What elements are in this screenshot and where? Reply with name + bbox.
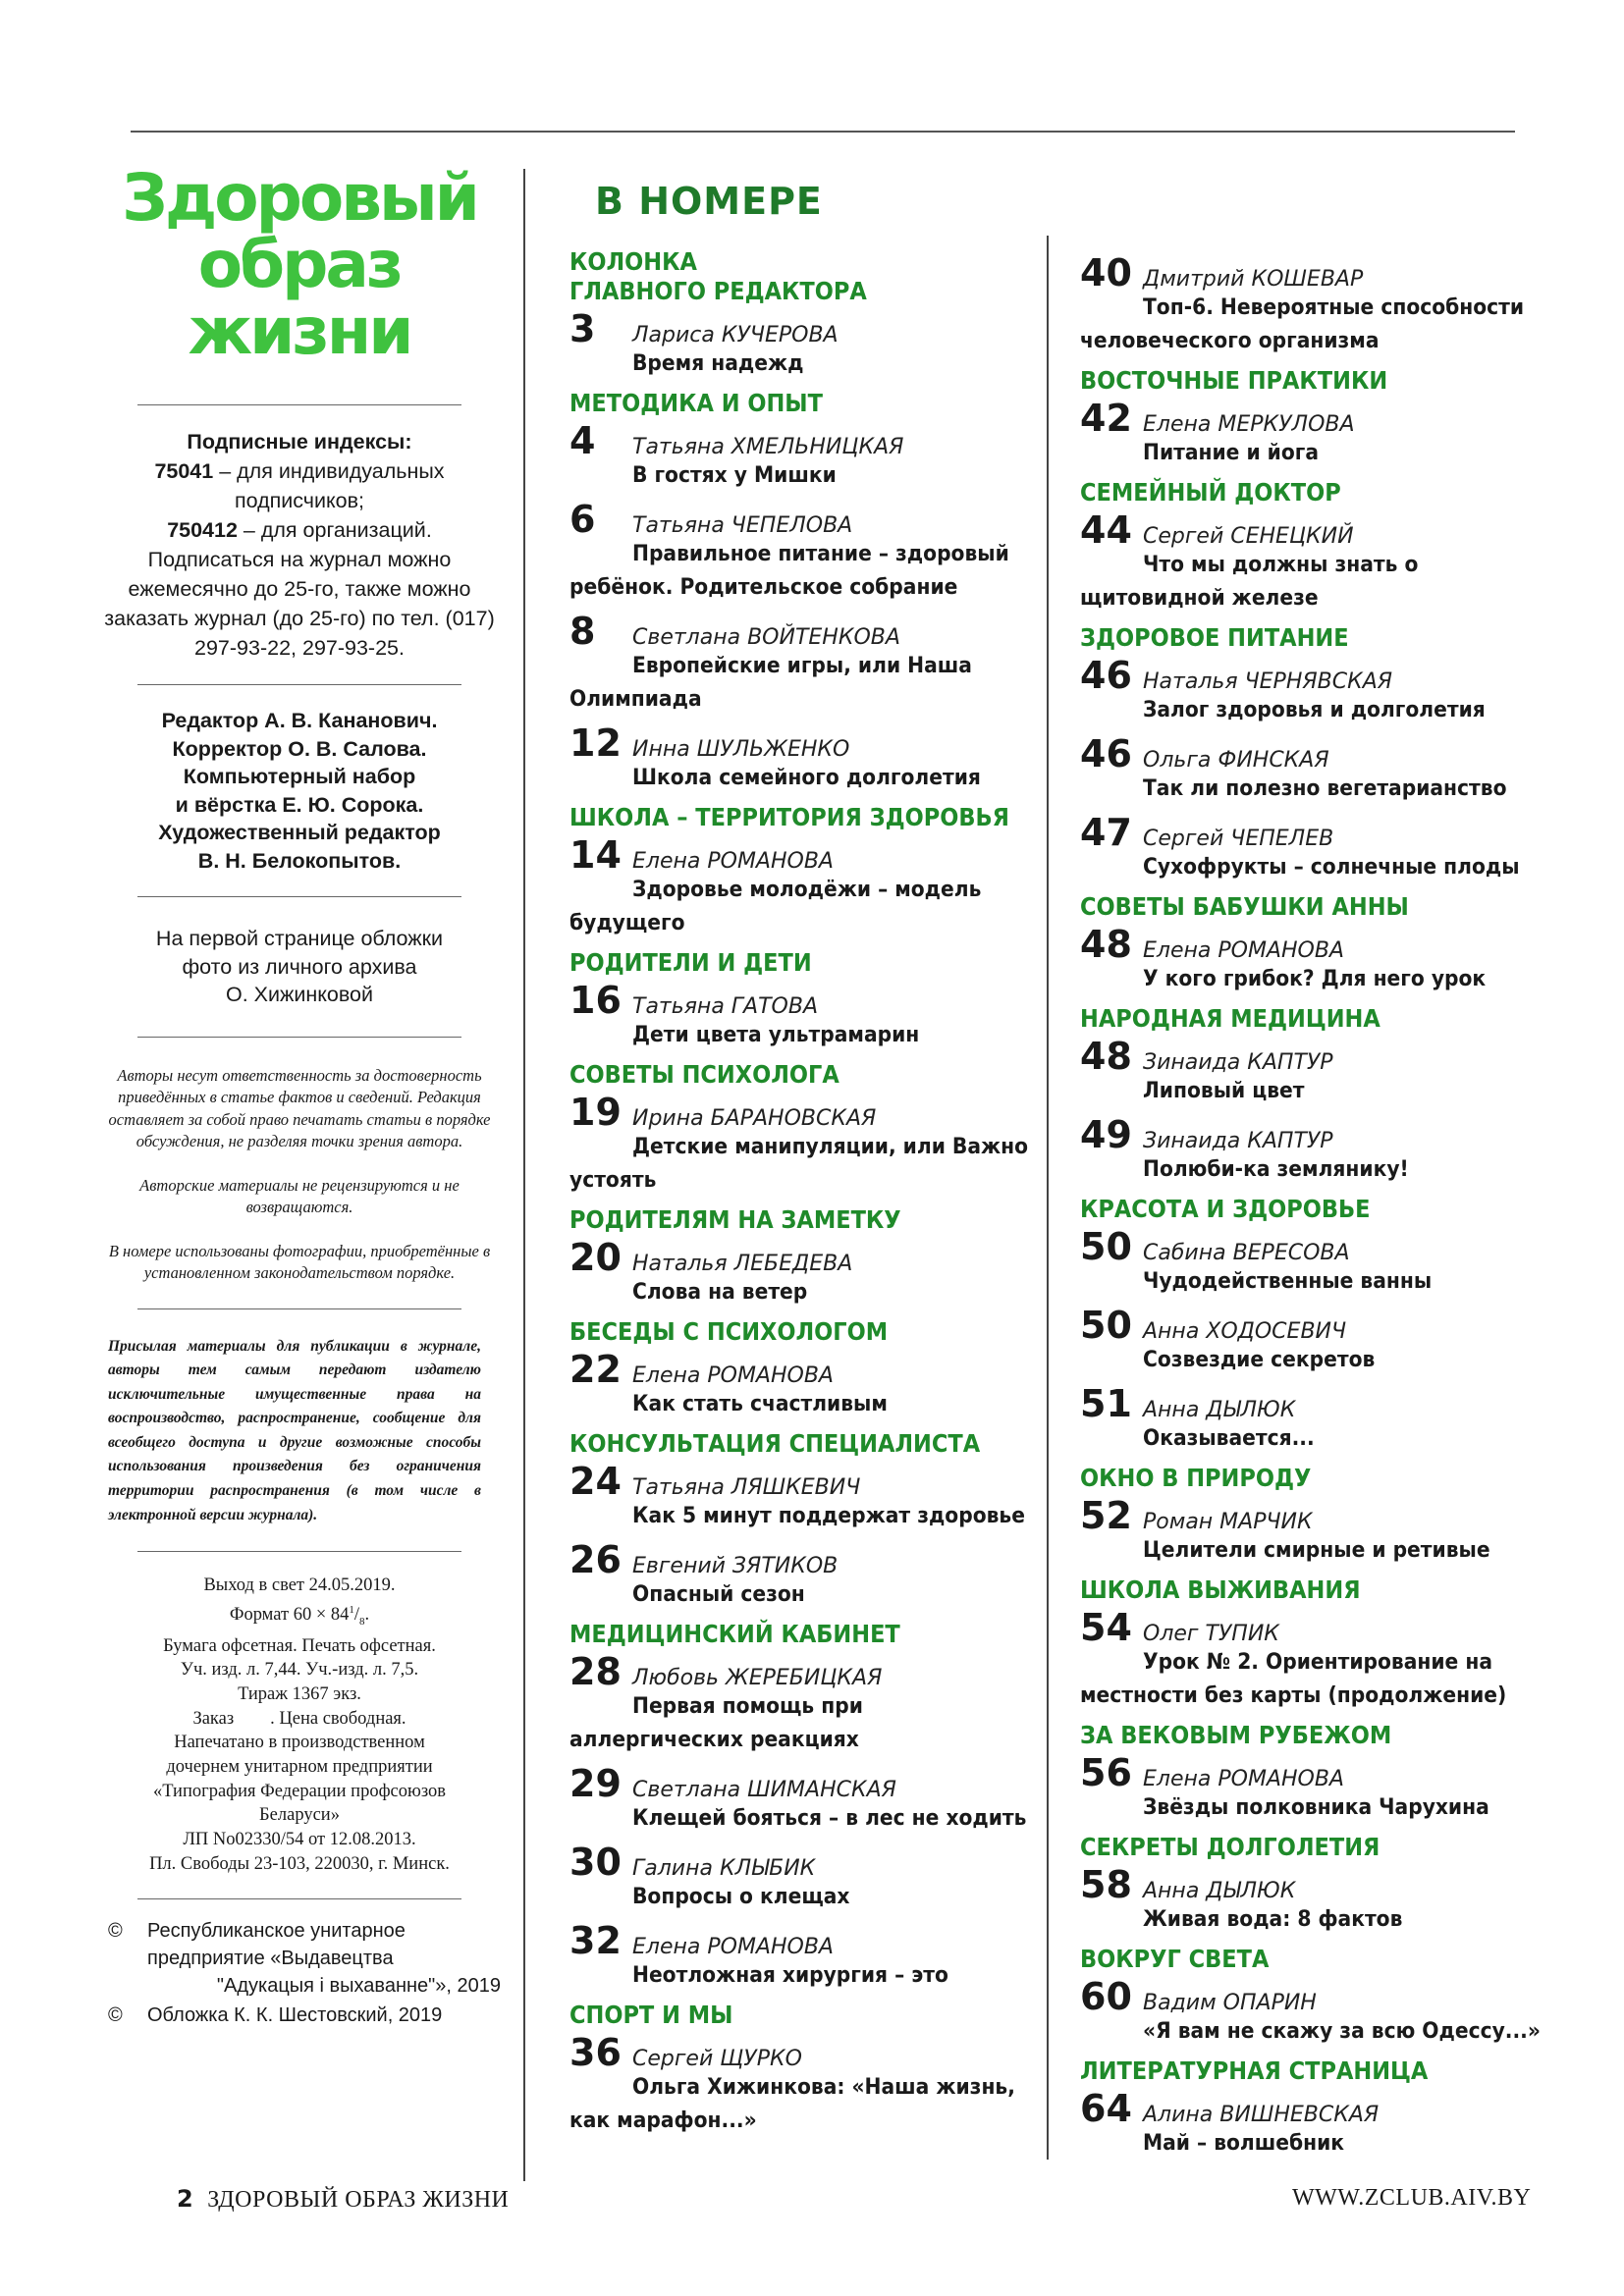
toc-page-number: 50 — [1080, 1225, 1132, 1268]
toc-page-number: 8 — [569, 610, 596, 653]
toc-article-title: Оказывается... — [1143, 1425, 1315, 1451]
toc-section-heading: СОВЕТЫ ПСИХОЛОГА — [569, 1060, 839, 1089]
toc-page-number: 36 — [569, 2031, 622, 2074]
toc-author: Светлана ВОЙТЕНКОВА — [632, 625, 900, 650]
page-number: 2 — [177, 2185, 194, 2213]
toc-entry[interactable] — [569, 981, 1031, 1051]
toc-section-heading: ОКНО В ПРИРОДУ — [1080, 1464, 1312, 1492]
sidebar-rule — [137, 1037, 461, 1038]
toc-section-heading: СЕКРЕТЫ ДОЛГОЛЕТИЯ — [1080, 1833, 1380, 1861]
toc-entry[interactable] — [1080, 656, 1542, 726]
toc-author: Светлана ШИМАНСКАЯ — [632, 1778, 896, 1802]
imprint-printer: дочернем унитарном предприятии — [166, 1757, 433, 1778]
toc-article-title: Полюби-ка землянику! — [1143, 1156, 1409, 1182]
toc-page-number: 32 — [569, 1919, 622, 1962]
toc-page-number: 48 — [1080, 923, 1132, 966]
editorial-staff — [98, 707, 501, 875]
cover-note-line: фото из личного архива — [182, 954, 417, 979]
toc-entry[interactable] — [1080, 813, 1542, 883]
index-individual: 75041 — [154, 459, 214, 483]
rights-notice: Присылая материалы для публикации в журнале, авторы тем самым передают издателю исключительные имущественные права на воспроизводство, распространение, сообщение для всеобщего доступа и другие возможные способы использования произведения без ограничения территории распространения (в том числе в электронной версии журнала). — [108, 1337, 481, 1523]
toc-author: Наталья ЧЕРНЯВСКАЯ — [1143, 669, 1393, 694]
toc-page-number: 29 — [569, 1762, 622, 1805]
toc-page-number: 26 — [569, 1538, 622, 1581]
toc-entry[interactable] — [569, 1921, 1031, 1992]
toc-author: Татьяна ГАТОВА — [632, 994, 818, 1019]
toc-section-heading: ВОСТОЧНЫЕ ПРАКТИКИ — [1080, 366, 1388, 395]
toc-page-number: 51 — [1080, 1382, 1132, 1425]
toc-article-title: Питание и йога — [1143, 440, 1320, 465]
toc-article-title: Европейские игры, или Наша Олимпиада — [569, 653, 972, 712]
toc-page-number: 30 — [569, 1841, 622, 1884]
toc-page-number: 14 — [569, 833, 622, 877]
sidebar-rule — [137, 896, 461, 897]
masthead-line-1: Здоровый — [122, 160, 477, 236]
toc-author: Любовь ЖЕРЕБИЦКАЯ — [632, 1666, 883, 1690]
disclaimers — [98, 1065, 501, 1285]
toc-article-title: Клещей бояться – в лес не ходить — [632, 1805, 1027, 1831]
toc-author: Анна ДЫЛЮК — [1143, 1398, 1296, 1422]
toc-author: Роман МАРЧИК — [1143, 1510, 1313, 1534]
toc-author: Татьяна ХМЕЛЬНИЦКАЯ — [632, 435, 904, 459]
staff-line: и вёрстка Е. Ю. Сорока. — [175, 792, 424, 817]
toc-entry[interactable] — [1080, 399, 1542, 469]
toc-section-heading: КОНСУЛЬТАЦИЯ СПЕЦИАЛИСТА — [569, 1429, 981, 1458]
imprint-release: Выход в свет 24.05.2019. — [203, 1575, 396, 1596]
toc-article-title: Как стать счастливым — [632, 1391, 888, 1416]
toc-entry[interactable] — [1080, 2089, 1542, 2160]
toc-page-number: 44 — [1080, 508, 1132, 552]
staff-line: Компьютерный набор — [183, 765, 416, 788]
toc-entry[interactable] — [569, 1093, 1031, 1197]
toc-article-title: У кого грибок? Для него урок — [1143, 966, 1487, 991]
toc-page-number: 19 — [569, 1091, 622, 1134]
sidebar-rule — [137, 404, 461, 405]
toc-entry[interactable] — [569, 500, 1031, 604]
toc-column-right — [1080, 253, 1542, 2167]
masthead-logo — [98, 160, 501, 369]
toc-article-title: Залог здоровья и долголетия — [1143, 697, 1486, 722]
footer-website[interactable]: WWW.ZCLUB.AIV.BY — [1292, 2185, 1532, 2211]
toc-page-number: 42 — [1080, 397, 1132, 440]
sidebar-rule — [137, 684, 461, 685]
subscription-heading: Подписные индексы: — [187, 430, 412, 454]
toc-page-number: 24 — [569, 1460, 622, 1503]
toc-author: Евгений ЗЯТИКОВ — [632, 1554, 839, 1578]
toc-page-number: 20 — [569, 1236, 622, 1279]
toc-entry[interactable] — [1080, 510, 1542, 614]
toc-section-heading: ЗА ВЕКОВЫМ РУБЕЖОМ — [1080, 1721, 1392, 1749]
toc-page-number: 28 — [569, 1650, 622, 1693]
toc-article-title: Неотложная хирургия – это — [632, 1962, 948, 1988]
toc-article-title: Целители смирные и ретивые — [1143, 1537, 1490, 1563]
toc-section-heading: ЛИТЕРАТУРНАЯ СТРАНИЦА — [1080, 2056, 1429, 2085]
toc-author: Анна ДЫЛЮК — [1143, 1879, 1296, 1903]
copyright-cover: © Обложка К. К. Шестовский, 2019 — [98, 2002, 501, 2029]
toc-article-title: Май – волшебник — [1143, 2130, 1345, 2156]
toc-page-number: 46 — [1080, 732, 1132, 775]
toc-entry[interactable] — [569, 1462, 1031, 1532]
toc-entry[interactable] — [1080, 1753, 1542, 1824]
toc-entry[interactable] — [569, 612, 1031, 716]
toc-entry[interactable] — [1080, 1608, 1542, 1712]
toc-author: Наталья ЛЕБЕДЕВА — [632, 1252, 853, 1276]
toc-article-title: Звёзды полковника Чарухина — [1143, 1794, 1489, 1820]
toc-section-heading: ВОКРУГ СВЕТА — [1080, 1945, 1270, 1973]
toc-section-heading: ШКОЛА ВЫЖИВАНИЯ — [1080, 1575, 1361, 1604]
toc-section-heading: ШКОЛА – ТЕРРИТОРИЯ ЗДОРОВЬЯ — [569, 803, 1009, 831]
copyright-symbol: © — [108, 2003, 123, 2026]
toc-entry[interactable] — [569, 421, 1031, 492]
toc-page-number: 22 — [569, 1348, 622, 1391]
toc-section-heading: ГЛАВНОГО РЕДАКТОРА — [569, 277, 867, 305]
index-individual-text: – для индивидуальных подписчиков; — [213, 459, 445, 512]
toc-author: Анна ХОДОСЕВИЧ — [1143, 1319, 1347, 1344]
toc-author: Сабина ВЕРЕСОВА — [1143, 1241, 1350, 1265]
disclaimer: Авторские материалы не рецензируются и не возвращаются. — [139, 1175, 460, 1216]
toc-page-number: 49 — [1080, 1113, 1132, 1156]
disclaimer: Авторы несут ответственность за достоверность приведённых в статье фактов и сведений. Редакция оставляет за собой право печатать статьи в порядке обсуждения, не разделяя точки зрения автора. — [108, 1065, 491, 1150]
toc-entry[interactable] — [1080, 1977, 1542, 2048]
toc-article-title: Так ли полезно вегетарианство — [1143, 775, 1507, 801]
toc-section-heading: РОДИТЕЛИ И ДЕТИ — [569, 948, 812, 977]
imprint-address: Пл. Свободы 23-103, 220030, г. Минск. — [149, 1853, 450, 1874]
toc-author: Елена РОМАНОВА — [1143, 938, 1344, 963]
toc-article-title: Время надежд — [632, 350, 804, 376]
toc-entry[interactable] — [569, 1350, 1031, 1420]
toc-article-title: «Я вам не скажу за всю Одессу...» — [1143, 2018, 1541, 2044]
imprint-printer: Напечатано в производственном — [174, 1733, 425, 1753]
toc-entry[interactable] — [1080, 1384, 1542, 1455]
toc-author: Сергей СЕНЕЦКИЙ — [1143, 524, 1354, 549]
toc-article-title: Топ-6. Невероятные способности человеческого организма — [1080, 294, 1525, 353]
toc-page-number: 12 — [569, 721, 622, 765]
sidebar-divider — [523, 169, 525, 2181]
toc-article-title: Опасный сезон — [632, 1581, 805, 1607]
toc-section-heading: СОВЕТЫ БАБУШКИ АННЫ — [1080, 892, 1409, 921]
toc-page-number: 52 — [1080, 1494, 1132, 1537]
toc-author: Елена РОМАНОВА — [632, 1935, 834, 1959]
toc-entry[interactable] — [569, 309, 1031, 380]
subscription-info — [98, 427, 501, 663]
toc-article-title: Как 5 минут поддержат здоровье — [632, 1503, 1025, 1528]
toc-article-title: В гостях у Мишки — [632, 462, 837, 488]
toc-author: Елена РОМАНОВА — [632, 849, 834, 874]
cover-note-line: О. Хижинковой — [225, 983, 374, 1006]
copyright-symbol: © — [108, 1919, 123, 1942]
toc-author: Елена РОМАНОВА — [632, 1363, 834, 1388]
toc-page-number: 40 — [1080, 251, 1132, 294]
toc-author: Дмитрий КОШЕВАР — [1143, 267, 1364, 292]
toc-article-title: Вопросы о клещах — [632, 1884, 850, 1909]
imprint-order: Заказ . Цена свободная. — [192, 1708, 406, 1729]
toc-article-title: Что мы должны знать о щитовидной железе — [1080, 552, 1419, 611]
imprint-printer: Беларуси» — [259, 1805, 340, 1826]
toc-entry[interactable] — [1080, 1037, 1542, 1107]
toc-section-heading: СЕМЕЙНЫЙ ДОКТОР — [1080, 478, 1341, 507]
sidebar-rule — [137, 1898, 461, 1899]
toc-entry[interactable] — [569, 1764, 1031, 1835]
cover-note-line: На первой странице обложки — [155, 927, 444, 950]
toc-author: Зинаида КАПТУР — [1143, 1050, 1333, 1075]
toc-author: Алина ВИШНЕВСКАЯ — [1143, 2103, 1380, 2127]
toc-section-heading: СПОРТ И МЫ — [569, 2001, 733, 2029]
top-rule — [131, 131, 1515, 133]
toc-article-title: Дети цвета ультрамарин — [632, 1022, 920, 1047]
sidebar-rule — [137, 1308, 461, 1309]
toc-mid-list — [569, 246, 1031, 2137]
toc-entry[interactable] — [1080, 1115, 1542, 1186]
imprint-license: ЛП No02330/54 от 12.08.2013. — [183, 1830, 416, 1850]
toc-article-title: Чудодейственные ванны — [1143, 1268, 1433, 1294]
imprint-paper: Бумага офсетная. Печать офсетная. — [163, 1635, 436, 1656]
index-org: 750412 — [167, 518, 238, 542]
toc-author: Лариса КУЧЕРОВА — [632, 323, 839, 347]
imprint — [98, 1574, 501, 1876]
toc-author: Зинаида КАПТУР — [1143, 1129, 1333, 1153]
toc-author: Сергей ЩУРКО — [632, 2047, 802, 2071]
toc-column-middle — [569, 180, 1031, 2145]
toc-article-title: Урок № 2. Ориентирование на местности без карты (продолжение) — [1080, 1649, 1507, 1708]
toc-section-heading: КРАСОТА И ЗДОРОВЬЕ — [1080, 1195, 1371, 1223]
toc-article-title: Созвездие секретов — [1143, 1347, 1376, 1372]
toc-entry[interactable] — [569, 1540, 1031, 1611]
toc-author: Инна ШУЛЬЖЕНКО — [632, 737, 850, 762]
toc-section-heading: РОДИТЕЛЯМ НА ЗАМЕТКУ — [569, 1205, 901, 1234]
toc-page-number: 16 — [569, 979, 622, 1022]
toc-page-number: 46 — [1080, 654, 1132, 697]
toc-page-number: 4 — [569, 419, 596, 462]
toc-author: Ирина БАРАНОВСКАЯ — [632, 1106, 877, 1131]
toc-article-title: Здоровье молодёжи – модель будущего — [569, 877, 982, 935]
toc-article-title: Правильное питание – здоровый ребёнок. Родительское собрание — [569, 541, 1009, 600]
toc-author: Татьяна ЛЯШКЕВИЧ — [632, 1475, 861, 1500]
footer-magazine: ЗДОРОВЫЙ ОБРАЗ ЖИЗНИ — [207, 2187, 510, 2213]
staff-line: Корректор О. В. Салова. — [172, 736, 427, 761]
footer-right — [1292, 2185, 1531, 2212]
toc-entry[interactable] — [1080, 1865, 1542, 1936]
column-divider — [1047, 236, 1049, 2160]
toc-article-title: Живая вода: 8 фактов — [1143, 1906, 1403, 1932]
toc-entry[interactable] — [569, 723, 1031, 794]
toc-article-title: Первая помощь при аллергических реакциях — [569, 1693, 863, 1752]
cover-note — [98, 925, 501, 1009]
toc-author: Вадим ОПАРИН — [1143, 1991, 1317, 2015]
toc-right-list — [1080, 253, 1542, 2160]
toc-author: Елена РОМАНОВА — [1143, 1767, 1344, 1791]
toc-entry[interactable] — [1080, 1227, 1542, 1298]
toc-author: Елена МЕРКУЛОВА — [1143, 412, 1355, 437]
toc-entry[interactable] — [1080, 253, 1542, 357]
toc-section-heading: МЕДИЦИНСКИЙ КАБИНЕТ — [569, 1620, 900, 1648]
toc-author: Ольга ФИНСКАЯ — [1143, 748, 1329, 773]
toc-article-title: Ольга Хижинкова: «Наша жизнь, как марафон...» — [569, 2074, 1015, 2133]
toc-page-number: 56 — [1080, 1751, 1132, 1794]
toc-page-number: 54 — [1080, 1606, 1132, 1649]
disclaimer: В номере использованы фотографии, приобретённые в установленном законодательством порядке. — [108, 1241, 491, 1282]
copyright-publisher: © Республиканское унитарное предприятие «Выдавецтва "Адукацыя і выхаванне"», 2019 — [98, 1917, 501, 2000]
toc-entry[interactable] — [1080, 1496, 1542, 1567]
toc-section-heading: НАРОДНАЯ МЕДИЦИНА — [1080, 1004, 1380, 1033]
imprint-printer: «Типография Федерации профсоюзов — [152, 1781, 447, 1801]
imprint-format: Формат $60 \times 84^1/_8$. — [229, 1603, 370, 1628]
toc-author: Галина КЛЫБИК — [632, 1856, 816, 1881]
toc-section-heading: МЕТОДИКА И ОПЫТ — [569, 389, 823, 417]
toc-entry[interactable] — [1080, 1306, 1542, 1376]
toc-entry[interactable] — [569, 2033, 1031, 2137]
toc-author: Сергей ЧЕПЕЛЕВ — [1143, 827, 1334, 851]
toc-page-number: 3 — [569, 307, 596, 350]
toc-entry[interactable] — [569, 1842, 1031, 1913]
sidebar — [98, 160, 501, 2031]
imprint-run: Тираж 1367 экз. — [238, 1683, 361, 1704]
toc-entry[interactable] — [569, 835, 1031, 939]
toc-author: Олег ТУПИК — [1143, 1622, 1279, 1646]
toc-entry[interactable] — [569, 1238, 1031, 1308]
toc-section-heading: ЗДОРОВОЕ ПИТАНИЕ — [1080, 623, 1349, 652]
toc-page-number: 6 — [569, 498, 596, 541]
toc-title: В НОМЕРЕ — [595, 180, 823, 223]
toc-article-title: Школа семейного долголетия — [632, 765, 981, 790]
toc-page-number: 58 — [1080, 1863, 1132, 1906]
index-org-text: – для организаций. — [237, 518, 432, 542]
subscription-note: Подписаться на журнал можно ежемесячно до 25-го, также можно заказать журнал (до 25-го) по тел. (017) 297-93-22, 297-93-25. — [104, 548, 495, 660]
toc-page-number: 60 — [1080, 1975, 1132, 2018]
staff-line: В. Н. Белокопытов. — [197, 848, 402, 873]
toc-author: Татьяна ЧЕПЕЛОВА — [632, 513, 853, 538]
toc-page-number: 64 — [1080, 2087, 1132, 2130]
toc-section-heading: БЕСЕДЫ С ПСИХОЛОГОМ — [569, 1317, 889, 1346]
staff-line: Художественный редактор — [158, 821, 441, 844]
toc-page-number: 48 — [1080, 1035, 1132, 1078]
toc-article-title: Слова на ветер — [632, 1279, 808, 1305]
toc-article-title: Липовый цвет — [1143, 1078, 1305, 1103]
toc-article-title: Сухофрукты – солнечные плоды — [1143, 854, 1520, 880]
toc-page-number: 47 — [1080, 811, 1132, 854]
toc-page-number: 50 — [1080, 1304, 1132, 1347]
toc-entry[interactable] — [569, 1652, 1031, 1756]
footer-left — [177, 2185, 509, 2214]
copyright — [98, 1917, 501, 2029]
toc-article-title: Детские манипуляции, или Важно устоять — [569, 1134, 1029, 1193]
masthead-line-2: образ жизни — [188, 227, 411, 369]
toc-section-heading: КОЛОНКА — [569, 247, 697, 276]
toc-entry[interactable] — [1080, 925, 1542, 995]
toc-entry[interactable] — [1080, 734, 1542, 805]
staff-line: Редактор А. В. Кананович. — [161, 709, 438, 732]
sidebar-rule — [137, 1551, 461, 1552]
imprint-sheets: Уч. изд. л. 7,44. Уч.-изд. л. 7,5. — [180, 1660, 419, 1681]
